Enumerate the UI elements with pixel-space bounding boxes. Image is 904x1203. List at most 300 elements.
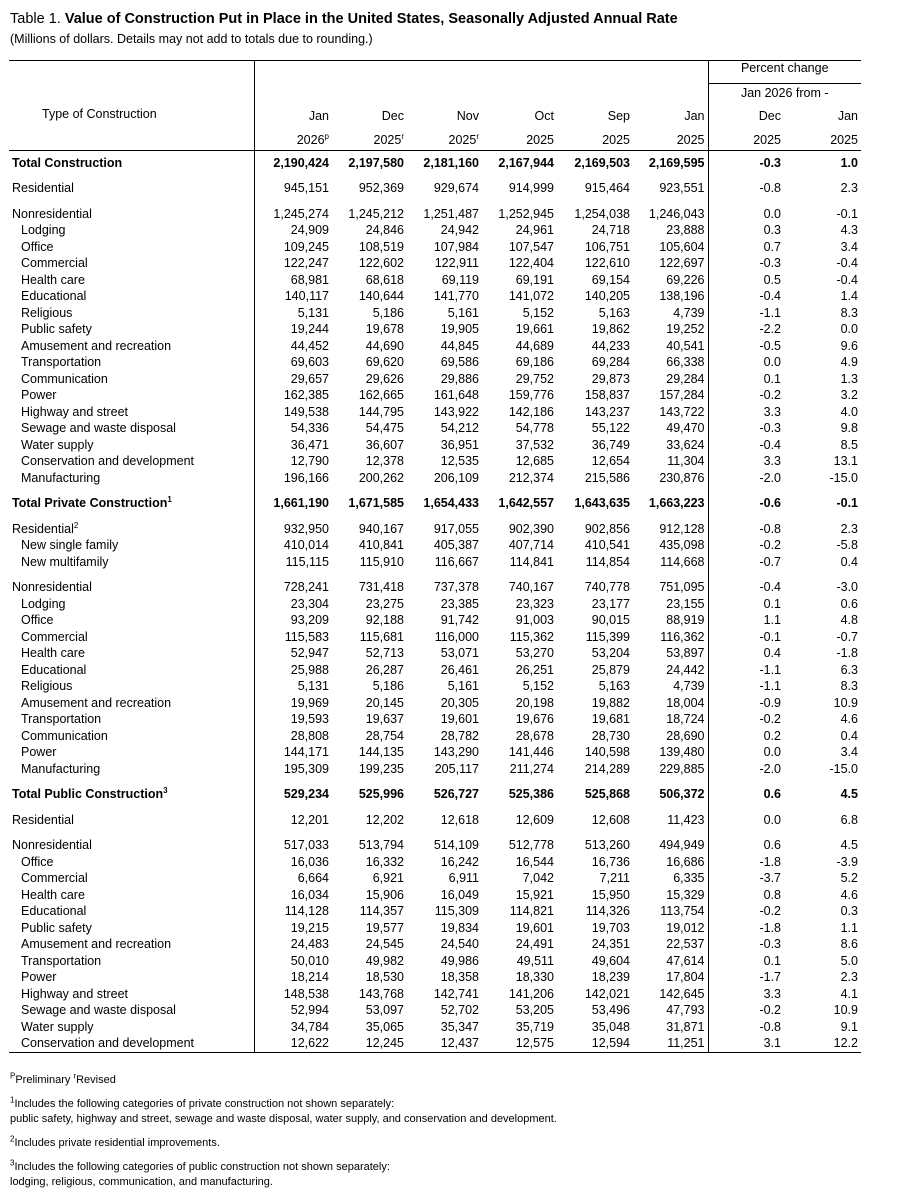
row-label: Commercial [21, 871, 88, 886]
footnote-3: $^3$Includes the following categories of public construction not shown separately: [10, 1158, 390, 1173]
table-cell: 513,794 [358, 838, 404, 853]
table-cell: 49,604 [591, 953, 630, 968]
table-cell: 16,049 [440, 887, 479, 902]
table-row [9, 854, 861, 871]
table-cell: 25,988 [254, 662, 332, 679]
row-label: Lodging [21, 223, 66, 238]
table-cell: 13.1 [833, 454, 858, 469]
row-label: Nonresidential [12, 580, 92, 595]
table-cell: 142,645 [659, 986, 705, 1001]
table-row [9, 155, 861, 172]
table-row [9, 354, 861, 371]
table-cell: 55,122 [591, 421, 630, 436]
row-label: Amusement and recreation [21, 937, 172, 952]
table-cell: 8.3 [840, 305, 858, 320]
table-cell: 215,586 [584, 470, 630, 485]
table-cell: -0.1 [708, 629, 784, 646]
table-cell: 19,882 [591, 695, 630, 710]
column-year-header: 2025 [784, 126, 861, 151]
table-row [9, 969, 861, 986]
row-label: Religious [21, 305, 73, 320]
table-cell: 19,252 [666, 322, 705, 337]
row-label: Nonresidential [12, 206, 92, 221]
table-row [9, 1019, 861, 1036]
column-month-header: Dec [381, 108, 404, 123]
row-label: Residential [12, 181, 74, 196]
table-cell: 12,201 [254, 812, 332, 829]
table-cell: -2.0 [708, 470, 784, 487]
footnote-1: $^1$Includes the following categories of private construction not shown separately: [10, 1095, 395, 1110]
table-cell: 4.6 [840, 712, 858, 727]
row-label: Residential [12, 812, 74, 827]
table-cell: 36,951 [440, 437, 479, 452]
column-month-header: Dec [708, 102, 784, 126]
table-cell: 28,690 [666, 728, 705, 743]
table-cell: 68,981 [254, 272, 332, 289]
table-cell: 140,205 [584, 289, 630, 304]
table-cell: 435,098 [659, 538, 705, 553]
table-row [9, 695, 861, 712]
column-month-header: Oct [534, 108, 554, 123]
row-label: Communication [21, 371, 108, 386]
table-cell: 932,950 [254, 521, 332, 538]
table-row [9, 579, 861, 596]
table-cell: 44,689 [515, 338, 554, 353]
table-cell: 6.3 [840, 662, 858, 677]
table-cell: 20,198 [515, 695, 554, 710]
table-cell: 18,330 [515, 970, 554, 985]
table-cell: 952,369 [358, 181, 404, 196]
table-cell: 3.2 [840, 388, 858, 403]
table-cell: 4.5 [840, 787, 858, 802]
table-cell: 16,036 [254, 854, 332, 871]
table-cell: 5.2 [840, 871, 858, 886]
table-cell: 3.4 [840, 239, 858, 254]
table-cell: 28,754 [365, 728, 404, 743]
table-cell: 115,681 [359, 629, 404, 644]
table-cell: 5,152 [522, 679, 554, 694]
table-cell: 19,905 [440, 322, 479, 337]
table-row [9, 629, 861, 646]
table-cell: 19,577 [365, 920, 404, 935]
table-cell: 44,845 [440, 338, 479, 353]
table-cell: 53,496 [591, 1003, 630, 1018]
table-cell: 29,657 [254, 371, 332, 388]
table-cell: 69,284 [591, 355, 630, 370]
row-label: Commercial [21, 629, 88, 644]
table-cell: 52,994 [254, 1002, 332, 1019]
row-label: Power [21, 388, 57, 403]
table-cell: 106,751 [584, 239, 630, 254]
table-cell: 19,703 [591, 920, 630, 935]
table-cell: -0.9 [708, 695, 784, 712]
row-label: Power [21, 745, 57, 760]
table-cell: 69,226 [666, 272, 705, 287]
table-cell: 143,922 [433, 404, 479, 419]
table-cell: 24,491 [515, 937, 554, 952]
table-cell: 122,247 [254, 255, 332, 272]
row-label: Educational [21, 289, 87, 304]
table-cell: 23,888 [666, 223, 705, 238]
table-cell: -2.2 [708, 321, 784, 338]
table-cell: -0.2 [708, 711, 784, 728]
table-cell: 139,480 [659, 745, 705, 760]
table-cell: 122,404 [508, 256, 554, 271]
row-label: Educational [21, 904, 87, 919]
table-cell: 107,984 [433, 239, 479, 254]
table-cell: 0.1 [708, 596, 784, 613]
title-prefix: Table 1. [10, 11, 65, 27]
table-cell: 212,374 [508, 470, 554, 485]
table-cell: 114,128 [254, 903, 332, 920]
row-label: Highway and street [21, 986, 129, 1001]
table-cell: 512,778 [508, 838, 554, 853]
table-cell: 23,385 [440, 596, 479, 611]
table-cell: 116,362 [660, 629, 705, 644]
table-cell: 69,154 [591, 272, 630, 287]
column-month-header: Jan [254, 102, 332, 126]
table-cell: 16,736 [591, 854, 630, 869]
table-cell: 513,260 [584, 838, 630, 853]
table-cell: 11,423 [667, 812, 705, 827]
table-cell: 4.6 [840, 887, 858, 902]
table-cell: 5,131 [254, 305, 332, 322]
table-cell: 12,575 [482, 1035, 557, 1052]
table-row [9, 180, 861, 197]
table-cell: 18,358 [440, 970, 479, 985]
table-cell: -15.0 [829, 761, 858, 776]
table-cell: 917,055 [433, 521, 479, 536]
table-cell: 19,637 [365, 712, 404, 727]
row-label: New multifamily [21, 554, 109, 569]
table-cell: 52,713 [365, 646, 404, 661]
row-label: Religious [21, 679, 73, 694]
table-cell: -0.1 [836, 496, 858, 511]
table-cell: 50,010 [254, 953, 332, 970]
table-cell: 2.3 [840, 970, 858, 985]
table-cell: 4.5 [840, 838, 858, 853]
title-bold: Value of Construction Put in Place in the United States, Seasonally Adjusted Annual Rate [64, 11, 678, 27]
table-cell: 44,233 [591, 338, 630, 353]
table-cell: 11,304 [667, 454, 705, 469]
table-row [9, 470, 861, 487]
table-cell: 24,846 [365, 223, 404, 238]
table-cell: 940,167 [358, 521, 404, 536]
table-cell: 69,620 [365, 355, 404, 370]
table-row [9, 1035, 861, 1052]
row-label: Conservation and development [21, 454, 195, 469]
column-year-header: 2025 [708, 126, 784, 151]
table-cell: 0.0 [708, 812, 784, 829]
table-cell: 902,856 [584, 521, 630, 536]
table-cell: 2,181,160 [423, 155, 479, 170]
table-cell: 115,309 [434, 904, 479, 919]
table-cell: 6,911 [448, 871, 479, 886]
table-row [9, 272, 861, 289]
table-cell: 37,532 [515, 437, 554, 452]
table-cell: 1,252,945 [498, 206, 554, 221]
table-cell: 525,996 [358, 787, 404, 802]
table-cell: -1.8 [708, 854, 784, 871]
table-cell: 36,607 [365, 437, 404, 452]
column-month-header: Jan [837, 108, 858, 123]
table-row [9, 437, 861, 454]
table-cell: 36,471 [254, 437, 332, 454]
table-row [9, 761, 861, 778]
table-cell: -0.2 [708, 903, 784, 920]
table-cell: 141,072 [508, 289, 554, 304]
table-cell: 24,442 [666, 662, 705, 677]
table-cell: 115,910 [359, 554, 404, 569]
table-cell: 20,305 [440, 695, 479, 710]
table-cell: 2,197,580 [348, 155, 404, 170]
table-cell: -1.7 [708, 969, 784, 986]
table-cell: -0.7 [708, 554, 784, 571]
table-cell: 1,654,433 [423, 496, 479, 511]
table-cell: -0.5 [708, 338, 784, 355]
table-cell: -1.1 [708, 678, 784, 695]
table-cell: 35,347 [440, 1019, 479, 1034]
table-cell: 5,161 [447, 305, 479, 320]
table-cell: 923,551 [659, 181, 705, 196]
table-cell: 1,661,190 [254, 495, 332, 512]
table-cell: 4,739 [673, 305, 705, 320]
table-row [9, 222, 861, 239]
table-title [10, 11, 678, 27]
row-label: Residential$^2$ [12, 520, 79, 536]
table-cell: 91,742 [440, 613, 479, 628]
table-row [9, 887, 861, 904]
table-cell: 728,241 [254, 579, 332, 596]
table-cell: 0.0 [708, 744, 784, 761]
table-cell: 144,135 [358, 745, 404, 760]
table-cell: 12,609 [515, 812, 554, 827]
row-label: Health care [21, 887, 85, 902]
table-cell: 28,782 [440, 728, 479, 743]
table-cell: 115,583 [254, 629, 332, 646]
table-cell: 410,541 [584, 538, 630, 553]
table-cell: 12,535 [440, 454, 479, 469]
table-cell: 12,594 [557, 1035, 633, 1052]
table-cell: 11,251 [633, 1035, 708, 1052]
table-cell: 0.6 [840, 596, 858, 611]
row-label: Commercial [21, 256, 88, 271]
table-cell: 9.8 [840, 421, 858, 436]
table-cell: 16,332 [365, 854, 404, 869]
table-cell: 1,251,487 [423, 206, 479, 221]
table-cell: 4.3 [840, 223, 858, 238]
table-cell: -2.0 [708, 761, 784, 778]
table-cell: 114,854 [585, 554, 630, 569]
table-cell: 200,262 [358, 470, 404, 485]
table-cell: -3.7 [708, 870, 784, 887]
column-year-header: 2025 [633, 126, 708, 151]
table-cell: -5.8 [836, 538, 858, 553]
table-cell: 19,601 [440, 712, 479, 727]
table-cell: 143,290 [433, 745, 479, 760]
table-cell: 12,622 [254, 1035, 332, 1052]
row-label: Public safety [21, 920, 92, 935]
table-cell: 28,678 [515, 728, 554, 743]
table-cell: 47,793 [666, 1003, 705, 1018]
table-cell: 18,724 [666, 712, 705, 727]
table-cell: 0.1 [708, 953, 784, 970]
table-cell: 161,648 [433, 388, 479, 403]
table-cell: 16,544 [515, 854, 554, 869]
table-cell: 10.9 [833, 695, 858, 710]
table-cell: 407,714 [508, 538, 554, 553]
table-cell: 525,386 [508, 787, 554, 802]
table-cell: -0.8 [708, 521, 784, 538]
table-cell: 10.9 [833, 1003, 858, 1018]
table-cell: 108,519 [358, 239, 404, 254]
table-cell: -0.4 [708, 579, 784, 596]
row-label: Amusement and recreation [21, 338, 172, 353]
table-cell: 114,668 [660, 554, 705, 569]
table-row [9, 812, 861, 829]
table-subtitle: (Millions of dollars. Details may not add to totals due to rounding.) [10, 32, 373, 46]
table-cell: 158,837 [584, 388, 630, 403]
table-cell: 4.1 [840, 986, 858, 1001]
table-cell: 35,048 [591, 1019, 630, 1034]
table-body [9, 150, 861, 1052]
table-cell: 53,205 [515, 1003, 554, 1018]
table-cell: 115,115 [254, 554, 332, 571]
table-cell: 34,784 [254, 1019, 332, 1036]
table-cell: 405,387 [433, 538, 479, 553]
table-cell: 162,665 [358, 388, 404, 403]
table-cell: 0.1 [708, 371, 784, 388]
table-cell: 18,214 [254, 969, 332, 986]
table-cell: 54,336 [254, 420, 332, 437]
table-cell: 5,131 [254, 678, 332, 695]
table-cell: 109,245 [254, 239, 332, 256]
table-cell: 53,097 [365, 1003, 404, 1018]
table-cell: -0.3 [708, 255, 784, 272]
table-cell: -0.2 [708, 1002, 784, 1019]
column-year-header: 2026$^p$ [254, 126, 332, 151]
table-cell: 68,618 [365, 272, 404, 287]
table-cell: 44,690 [365, 338, 404, 353]
table-cell: 53,071 [440, 646, 479, 661]
table-cell: -0.7 [836, 629, 858, 644]
table-cell: 0.6 [708, 837, 784, 854]
row-label: Communication [21, 728, 108, 743]
table-row [9, 837, 861, 854]
row-label: Manufacturing [21, 761, 101, 776]
table-cell: 143,237 [584, 404, 630, 419]
table-cell: 23,177 [591, 596, 630, 611]
table-cell: 7,211 [599, 871, 630, 886]
table-cell: 49,470 [666, 421, 705, 436]
table-cell: -0.2 [708, 537, 784, 554]
table-cell: 33,624 [666, 437, 705, 452]
table-cell: 16,242 [440, 854, 479, 869]
table-cell: 69,586 [440, 355, 479, 370]
table-row [9, 338, 861, 355]
table-cell: 122,697 [659, 256, 705, 271]
table-row [9, 537, 861, 554]
table-cell: 159,776 [508, 388, 554, 403]
table-cell: 6.8 [840, 812, 858, 827]
table-row [9, 870, 861, 887]
table-row [9, 953, 861, 970]
table-cell: 26,251 [515, 662, 554, 677]
table-cell: 140,644 [358, 289, 404, 304]
table-cell: 229,885 [659, 761, 705, 776]
table-cell: 24,545 [365, 937, 404, 952]
row-label: Power [21, 970, 57, 985]
table-row [9, 786, 861, 803]
table-cell: 31,871 [666, 1019, 705, 1034]
row-label: Highway and street [21, 404, 129, 419]
table-row [9, 305, 861, 322]
table-cell: 142,741 [433, 986, 479, 1001]
table-cell: 0.0 [840, 322, 858, 337]
table-row [9, 744, 861, 761]
table-cell: 141,446 [508, 745, 554, 760]
table-row [9, 903, 861, 920]
table-row [9, 521, 861, 538]
table-cell: 54,778 [515, 421, 554, 436]
table-cell: 69,191 [515, 272, 554, 287]
row-label: Total Public Construction$^3$ [12, 786, 168, 802]
table-cell: 15,906 [365, 887, 404, 902]
table-cell: 5,186 [372, 305, 404, 320]
table-row [9, 321, 861, 338]
table-cell: 1.3 [840, 371, 858, 386]
table-cell: 517,033 [254, 837, 332, 854]
table-cell: 22,537 [666, 937, 705, 952]
table-cell: 40,541 [666, 338, 705, 353]
table-cell: 3.3 [708, 986, 784, 1003]
table-cell: 19,969 [254, 695, 332, 712]
table-cell: 9.6 [840, 338, 858, 353]
table-cell: 29,886 [440, 371, 479, 386]
table-cell: 1,643,635 [574, 496, 630, 511]
table-cell: 16,686 [666, 854, 705, 869]
table-cell: 23,323 [515, 596, 554, 611]
table-cell: 6,921 [372, 871, 404, 886]
column-month-header: Sep [607, 108, 630, 123]
table-cell: 0.0 [708, 206, 784, 223]
table-cell: 115,399 [585, 629, 630, 644]
table-cell: 144,171 [254, 744, 332, 761]
table-cell: 138,196 [659, 289, 705, 304]
table-cell: 1.1 [840, 920, 858, 935]
table-row [9, 728, 861, 745]
table-cell: 142,186 [508, 404, 554, 419]
table-row [9, 206, 861, 223]
table-row [9, 239, 861, 256]
table-cell: 114,326 [585, 904, 630, 919]
table-cell: 3.1 [708, 1035, 784, 1052]
table-cell: 1,663,223 [648, 496, 705, 511]
table-cell: 0.4 [840, 554, 858, 569]
table-cell: 410,841 [358, 538, 404, 553]
table-cell: 122,602 [358, 256, 404, 271]
table-cell: 7,042 [522, 871, 554, 886]
table-cell: 91,003 [515, 613, 554, 628]
table-cell: 2.3 [840, 181, 858, 196]
table-cell: 93,209 [254, 612, 332, 629]
table-cell: 140,117 [254, 288, 332, 305]
row-label: Manufacturing [21, 470, 101, 485]
table-cell: 4.9 [840, 355, 858, 370]
table-cell: 113,754 [660, 904, 705, 919]
table-cell: 214,289 [584, 761, 630, 776]
table-cell: 105,604 [659, 239, 705, 254]
